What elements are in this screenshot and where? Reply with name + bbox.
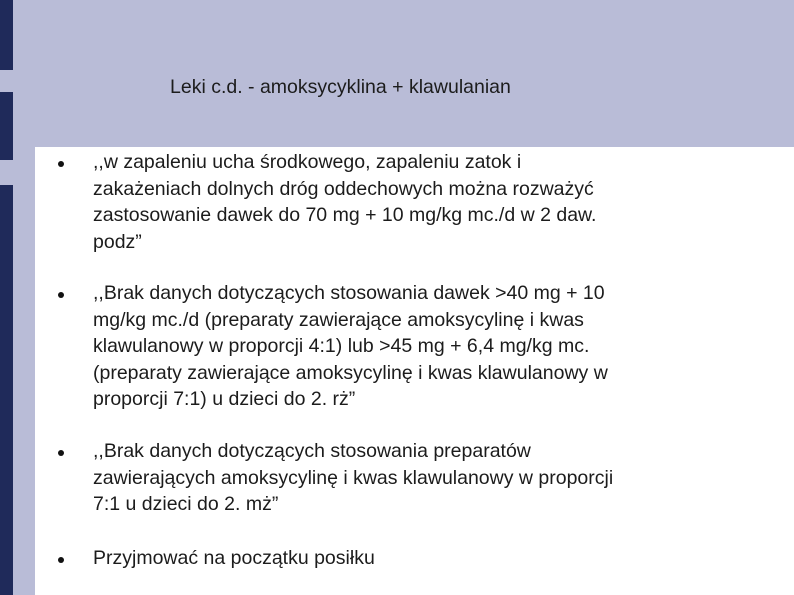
bullet-dot-icon (58, 557, 64, 563)
bullet-line: proporcji 7:1) u dzieci do 2. rż” (93, 388, 356, 410)
bullet-text (93, 149, 753, 255)
bullet-line: zakażeniach dolnych dróg oddechowych można rozważyć (93, 177, 594, 200)
bullet-dot-icon (58, 161, 64, 167)
bullet-line: mg/kg mc./d (preparaty zawierające amoksycylinę i kwas (93, 308, 584, 331)
bullet-text (93, 280, 753, 413)
bullet-line: 7:1 u dzieci do 2. mż” (93, 493, 279, 515)
bullet-line: zawierających amoksycylinę i kwas klawulanowy w proporcji (93, 466, 614, 489)
bullet-line: podz” (93, 230, 142, 253)
decorative-bar-top (0, 0, 13, 70)
slide-content-area (35, 147, 794, 595)
bullet-line: Przyjmować na początku posiłku (93, 547, 375, 569)
bullet-text (93, 545, 753, 572)
slide-title: Leki c.d. - amoksycyklina + klawulanian (170, 76, 511, 98)
decorative-bar-bottom (0, 185, 13, 595)
bullet-line: (preparaty zawierające amoksycylinę i kwas klawulanowy w (93, 361, 608, 384)
bullet-line: ,,w zapaleniu ucha środkowego, zapaleniu zatok i (93, 151, 522, 173)
bullet-line: zastosowanie dawek do 70 mg + 10 mg/kg mc./d w 2 daw. (93, 204, 597, 226)
bullet-text (93, 438, 753, 518)
decorative-bar-middle (0, 92, 13, 160)
bullet-line: klawulanowy w proporcji 4:1) lub >45 mg + 6,4 mg/kg mc. (93, 335, 590, 357)
bullet-dot-icon (58, 292, 64, 298)
bullet-line: ,,Brak danych dotyczących stosowania dawek >40 mg + 10 (93, 282, 605, 304)
bullet-line: ,,Brak danych dotyczących stosowania preparatów (93, 440, 531, 462)
bullet-dot-icon (58, 450, 64, 456)
